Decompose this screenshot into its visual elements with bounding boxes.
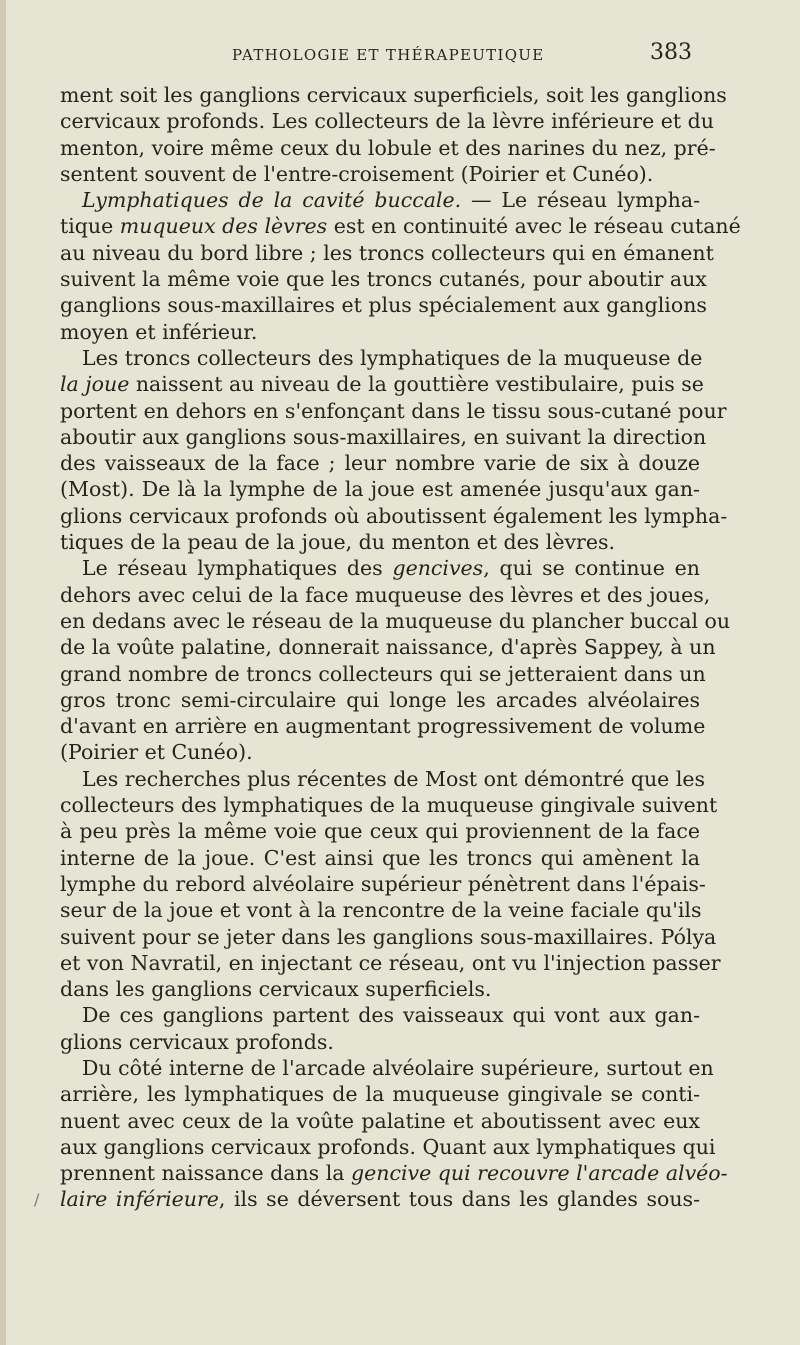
text-line: [60, 529, 700, 555]
page-number: 383: [650, 40, 692, 65]
text-line: [60, 661, 706, 687]
text-line: [60, 634, 716, 660]
text-line: [60, 1160, 728, 1186]
text-segment: aux ganglions cervicaux profonds. Quant aux lymphatiques qui: [60, 1134, 716, 1159]
text-segment: grand nombre de troncs collecteurs qui se jetteraient dans un: [60, 661, 706, 686]
text-line: [60, 266, 707, 292]
text-line: [60, 503, 728, 529]
text-segment: menton, voire même ceux du lobule et des narines du nez, pré-: [60, 135, 716, 160]
text-line: [60, 82, 727, 108]
margin-mark: /: [34, 1190, 40, 1209]
text-segment: dehors avec celui de la face muqueuse des lèvres et des joues,: [60, 582, 711, 607]
text-line: [60, 1134, 716, 1160]
text-segment: au niveau du bord libre ; les troncs collecteurs qui en émanent: [60, 240, 714, 265]
text-segment: est en continuité avec le réseau cutané: [327, 214, 741, 239]
running-head: PATHOLOGIE ET THÉRAPEUTIQUE: [232, 46, 545, 64]
text-line: [60, 582, 711, 608]
text-line: [60, 1002, 700, 1028]
text-line: [60, 319, 700, 345]
text-segment: tiques de la peau de la joue, du menton et des lèvres.: [60, 530, 616, 555]
text-segment: (Poirier et Cunéo).: [60, 740, 253, 765]
text-line: [60, 213, 741, 239]
text-segment: , ils se déversent tous dans les glandes sous-: [218, 1187, 700, 1212]
text-line: [60, 687, 700, 713]
text-line: [60, 345, 703, 371]
text-line: [60, 424, 707, 450]
text-line: [60, 976, 700, 1002]
italic-text: gencive qui recouvre l'arcade alvéo-: [351, 1161, 728, 1186]
text-segment: de la voûte palatine, donnerait naissance, d'après Sappey, à un: [60, 635, 716, 660]
page-edge-shadow: [0, 0, 6, 1345]
text-segment: arrière, les lymphatiques de la muqueuse gingivale se conti-: [60, 1082, 700, 1107]
text-line: [60, 161, 700, 187]
text-segment: Du côté interne de l'arcade alvéolaire supérieure, surtout en: [82, 1055, 714, 1080]
text-segment: interne de la joue. C'est ainsi que les troncs qui amènent la: [60, 845, 700, 870]
text-segment: suivent pour se jeter dans les ganglions sous-maxillaires. Pólya: [60, 924, 717, 949]
italic-text: muqueux des lèvres: [119, 214, 328, 239]
text-line: [60, 871, 706, 897]
text-segment: collecteurs des lymphatiques de la muqueuse gingivale suivent: [60, 793, 718, 818]
body-text: [60, 82, 741, 1213]
text-line: [60, 135, 716, 161]
text-line: [60, 1055, 714, 1081]
text-line: [60, 818, 700, 844]
text-segment: lymphe du rebord alvéolaire supérieur pénètrent dans l'épais-: [60, 871, 706, 896]
text-segment: glions cervicaux profonds.: [60, 1029, 334, 1054]
text-line: [60, 292, 707, 318]
text-segment: ment soit les ganglions cervicaux superficiels, soit les ganglions: [60, 83, 727, 107]
text-segment: naissent au niveau de la gouttière vestibulaire, puis se: [129, 372, 704, 397]
text-segment: seur de la joue et vont à la rencontre de la veine faciale qu'ils: [60, 898, 702, 923]
text-line: [60, 739, 700, 765]
text-line: [60, 608, 731, 634]
text-segment: cervicaux profonds. Les collecteurs de la lèvre inférieure et du: [60, 109, 714, 134]
text-segment: à peu près la même voie que ceux qui proviennent de la face: [60, 819, 700, 844]
italic-text: la joue: [60, 372, 130, 397]
text-line: [60, 950, 721, 976]
text-segment: aboutir aux ganglions sous-maxillaires, en suivant la direction: [60, 424, 707, 449]
text-segment: des vaisseaux de la face ; leur nombre varie de six à douze: [60, 451, 700, 476]
text-line: [60, 450, 700, 476]
text-line: [60, 713, 706, 739]
text-segment: suivent la même voie que les troncs cutanés, pour aboutir aux: [60, 267, 707, 292]
text-line: [60, 371, 704, 397]
text-segment: ganglions sous-maxillaires et plus spécialement aux ganglions: [60, 293, 707, 318]
text-line: [60, 845, 700, 871]
text-segment: en dedans avec le réseau de la muqueuse du plancher buccal ou: [60, 608, 731, 633]
text-line: [60, 187, 700, 213]
text-segment: et von Navratil, en injectant ce réseau, ont vu l'injection passer: [60, 950, 721, 975]
text-segment: nuent avec ceux de la voûte palatine et aboutissent avec eux: [60, 1108, 700, 1133]
text-line: [60, 792, 718, 818]
text-line: [60, 924, 717, 950]
text-line: [60, 398, 727, 424]
text-segment: prennent naissance dans la: [60, 1161, 352, 1186]
italic-text: Lymphatiques de la cavité buccale.: [82, 188, 462, 213]
text-segment: Le réseau lymphatiques des: [82, 556, 393, 581]
text-line: [60, 108, 714, 134]
text-line: [60, 1186, 700, 1212]
text-segment: dans les ganglions cervicaux superficiels.: [60, 977, 492, 1002]
text-segment: , qui se continue en: [483, 556, 700, 581]
text-line: [60, 1081, 700, 1107]
text-segment: glions cervicaux profonds où aboutissent également les lympha-: [60, 503, 728, 528]
italic-text: gencives: [392, 556, 484, 581]
text-segment: De ces ganglions partent des vaisseaux qui vont aux gan-: [82, 1003, 700, 1028]
text-line: [60, 1108, 700, 1134]
text-segment: Les troncs collecteurs des lymphatiques de la muqueuse de: [82, 345, 703, 370]
text-segment: sentent souvent de l'entre-croisement (Poirier et Cunéo).: [60, 161, 654, 186]
text-segment: moyen et inférieur.: [60, 319, 258, 344]
text-line: [60, 1029, 700, 1055]
text-segment: portent en dehors en s'enfonçant dans le tissu sous-cutané pour: [60, 398, 727, 423]
text-line: [60, 476, 700, 502]
text-line: [60, 897, 700, 923]
text-line: [60, 240, 714, 266]
text-segment: gros tronc semi-circulaire qui longe les arcades alvéolaires: [60, 687, 700, 712]
page-header: [0, 40, 800, 70]
text-segment: Les recherches plus récentes de Most ont démontré que les: [82, 766, 706, 791]
text-line: [60, 766, 706, 792]
italic-text: laire inférieure: [60, 1187, 219, 1212]
text-line: [60, 555, 700, 581]
text-segment: (Most). De là la lymphe de la joue est amenée jusqu'aux gan-: [60, 477, 700, 502]
text-segment: tique: [60, 214, 120, 239]
text-segment: — Le réseau lympha-: [461, 188, 700, 213]
text-segment: d'avant en arrière en augmentant progressivement de volume: [60, 714, 706, 739]
